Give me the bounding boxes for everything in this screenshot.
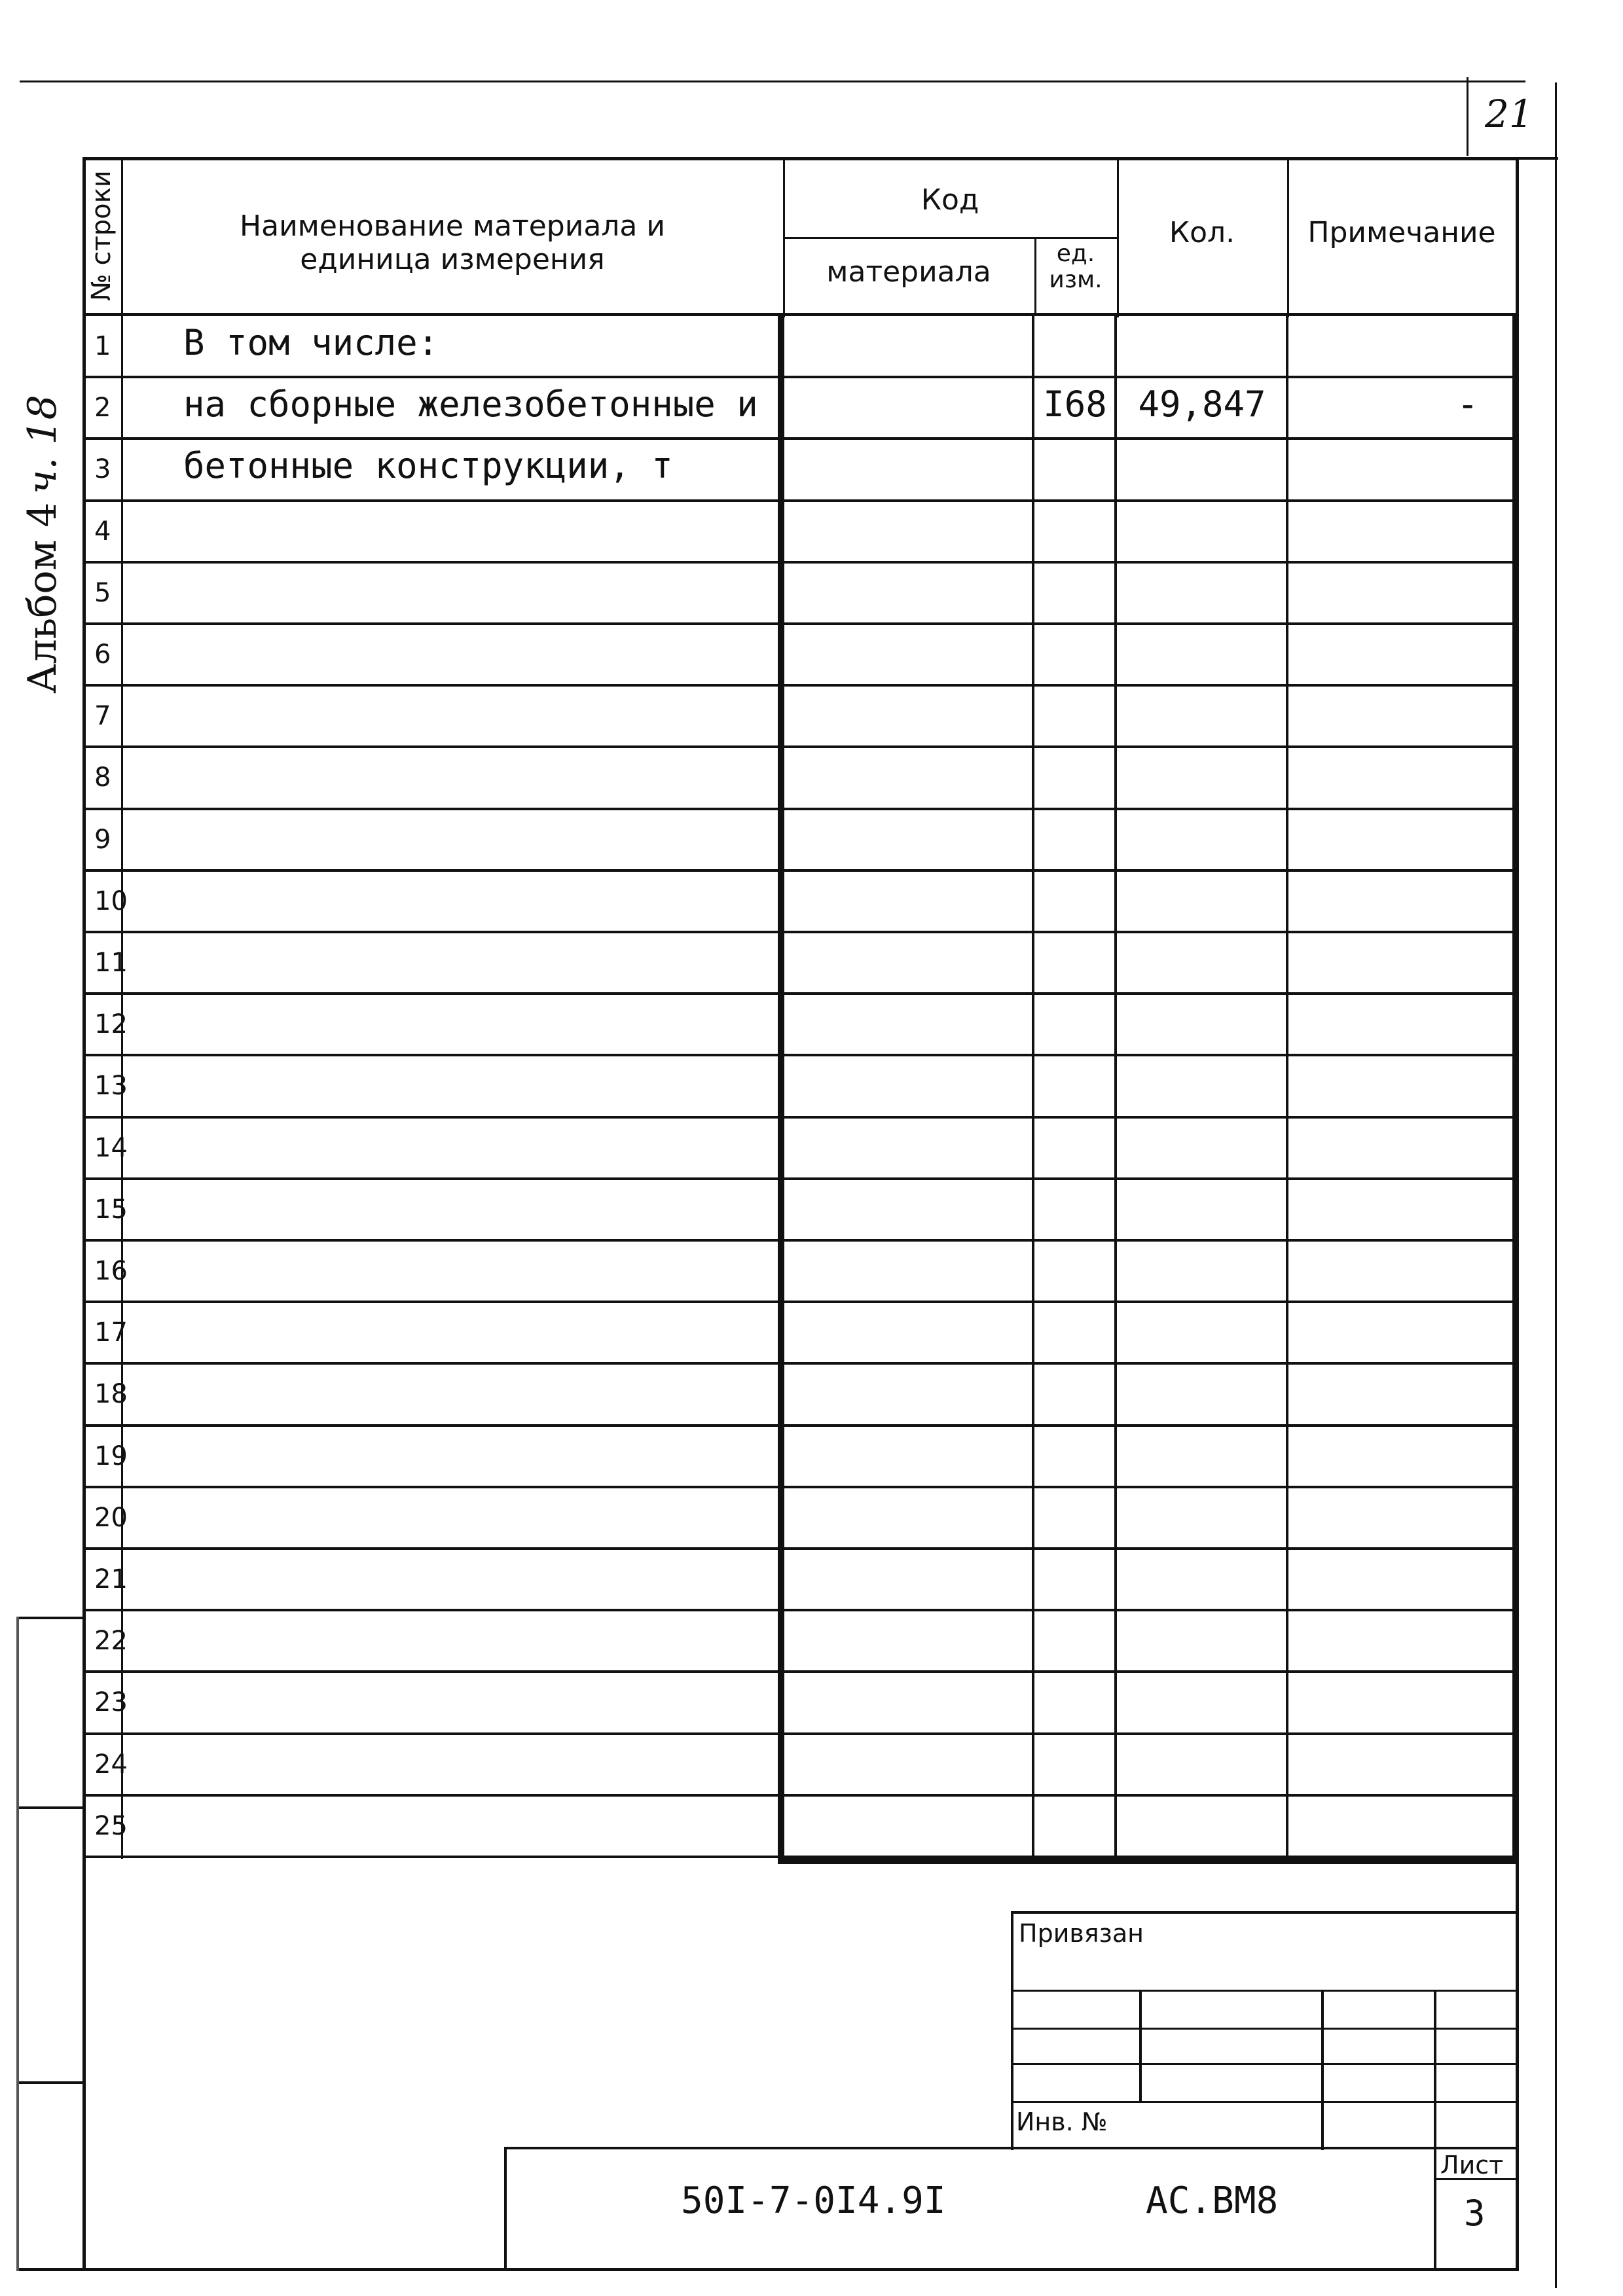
row-divider (85, 684, 1514, 687)
row-divider (85, 1239, 1514, 1242)
row-divider (85, 745, 1514, 748)
row-divider (85, 1486, 1514, 1488)
row-number: 21 (94, 1564, 128, 1594)
header-name: Наименование материала и единица измерения (240, 209, 665, 276)
row-number: 5 (94, 577, 111, 608)
row-divider (85, 869, 1514, 872)
row-divider (85, 622, 1514, 625)
row-unit-code: I68 (1043, 384, 1107, 425)
album-margin-note: Альбом 4 (20, 502, 65, 694)
header-code: Код (921, 183, 979, 217)
row-number: 14 (94, 1132, 128, 1163)
row-number: 4 (94, 516, 111, 547)
row-number: 2 (94, 393, 111, 423)
row-divider (85, 1054, 1514, 1056)
row-divider (85, 1670, 1514, 1673)
row-divider (85, 1424, 1514, 1427)
row-number: 17 (94, 1318, 128, 1348)
row-divider (85, 1300, 1514, 1303)
row-divider (85, 931, 1514, 933)
row-number: 6 (94, 639, 111, 670)
row-divider (85, 561, 1514, 564)
row-number: 3 (94, 454, 111, 485)
row-number: 23 (94, 1687, 128, 1718)
row-quantity: 49,847 (1138, 384, 1266, 425)
row-number: 22 (94, 1626, 128, 1657)
sheet-number: 3 (1464, 2193, 1486, 2234)
row-divider (85, 992, 1514, 995)
header-unit: ед. изм. (1049, 240, 1103, 293)
row-divider (85, 499, 1514, 502)
row-number: 20 (94, 1502, 128, 1533)
row-note: - (1457, 384, 1478, 425)
row-divider (85, 1609, 1514, 1611)
row-number: 1 (94, 331, 111, 361)
row-divider (85, 1177, 1514, 1180)
row-name: бетонные конструкции, т (183, 445, 673, 487)
page-number: 21 (1485, 92, 1533, 136)
row-number: 18 (94, 1379, 128, 1410)
header-note: Примечание (1307, 216, 1496, 249)
row-divider (85, 1732, 1514, 1735)
row-number: 7 (94, 701, 111, 732)
linked-label: Привязан (1019, 1919, 1144, 1948)
row-number: 16 (94, 1256, 128, 1286)
row-number: 25 (94, 1810, 128, 1841)
document-mark: АС.ВМ8 (1146, 2179, 1279, 2222)
header-row-no: № строки (86, 170, 117, 301)
row-divider (85, 1116, 1514, 1119)
row-divider (85, 808, 1514, 810)
inventory-number-label: Инв. № (1016, 2108, 1108, 2136)
row-number: 9 (94, 824, 111, 855)
row-divider (85, 1794, 1514, 1797)
row-number: 11 (94, 948, 128, 978)
document-code: 50I-7-0I4.9I (681, 2179, 946, 2222)
row-divider (85, 1362, 1514, 1365)
row-divider (85, 376, 1514, 378)
row-number: 8 (94, 762, 111, 793)
handwritten-margin-note: ч. 18 (20, 395, 65, 494)
row-number: 10 (94, 886, 128, 916)
row-divider (85, 1547, 1514, 1550)
row-number: 13 (94, 1071, 128, 1102)
row-number: 15 (94, 1194, 128, 1225)
row-number: 19 (94, 1441, 128, 1471)
row-name: на сборные железобетонные и (183, 384, 758, 425)
row-number: 24 (94, 1749, 128, 1780)
row-number: 12 (94, 1009, 128, 1040)
header-material: материала (826, 255, 991, 289)
row-name: В том числе: (183, 322, 439, 363)
header-qty: Кол. (1169, 216, 1235, 249)
sheet-label: Лист (1440, 2151, 1504, 2179)
row-divider (85, 437, 1514, 440)
